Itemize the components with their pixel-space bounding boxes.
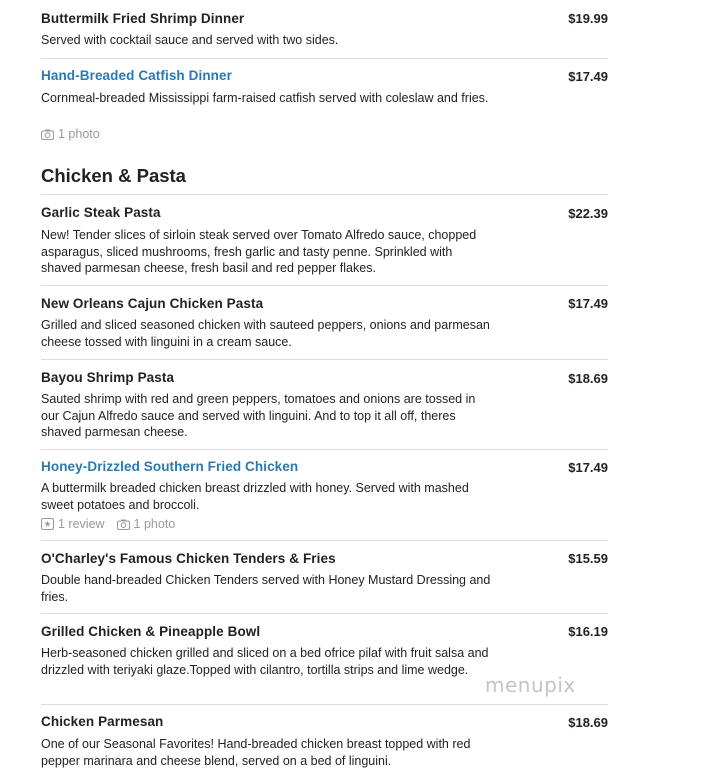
- item-description: Herb-seasoned chicken grilled and sliced on a bed ofrice pilaf with fruit salsa and drizzled with teriyaki glaze.Topped with cilantro, tortilla strips and lime wedge.: [41, 646, 489, 677]
- item-price: $16.19: [568, 624, 608, 639]
- photos-link[interactable]: [117, 517, 176, 531]
- menu-item: [41, 195, 608, 286]
- photos-count: 1 photo: [58, 127, 100, 141]
- menu-item: [41, 450, 608, 541]
- section-title: Chicken & Pasta: [41, 165, 186, 186]
- item-name: Grilled Chicken & Pineapple Bowl: [41, 624, 261, 639]
- item-name: New Orleans Cajun Chicken Pasta: [41, 296, 264, 311]
- item-name: Bayou Shrimp Pasta: [41, 370, 175, 385]
- camera-icon: [41, 129, 54, 140]
- menu-item: [41, 541, 608, 614]
- item-description: One of our Seasonal Favorites! Hand-breaded chicken breast topped with red pepper marinara and cheese blend, served on a bed of linguini.: [41, 737, 471, 768]
- item-name: O'Charley's Famous Chicken Tenders & Fries: [41, 551, 336, 566]
- item-description: New! Tender slices of sirloin steak served over Tomato Alfredo sauce, chopped asparagus, sliced mushrooms, fresh garlic and tasty penne. Sprinkled with shaved parmesan cheese, fresh basil and red pepper flakes.: [41, 228, 477, 275]
- item-price: $17.49: [568, 296, 608, 311]
- item-price: $17.49: [568, 460, 608, 475]
- item-name-link[interactable]: Honey-Drizzled Southern Fried Chicken: [41, 459, 299, 474]
- item-meta: [41, 127, 100, 141]
- section-header: [41, 155, 608, 195]
- camera-icon: [117, 519, 130, 530]
- photos-link[interactable]: [41, 127, 100, 141]
- item-price: $18.69: [568, 715, 608, 730]
- menu-item: [41, 59, 608, 155]
- item-description: Cornmeal-breaded Mississippi farm-raised catfish served with coleslaw and fries.: [41, 91, 489, 105]
- item-price: $17.49: [568, 69, 608, 84]
- reviews-link[interactable]: [41, 517, 105, 531]
- photos-count: 1 photo: [133, 517, 176, 531]
- item-description: A buttermilk breaded chicken breast drizzled with honey. Served with mashed sweet potatoes and broccoli.: [41, 481, 469, 512]
- item-price: $22.39: [568, 206, 608, 221]
- item-price: $18.69: [568, 371, 608, 386]
- menu-item: [41, 705, 608, 775]
- item-name-link[interactable]: Hand-Breaded Catfish Dinner: [41, 68, 232, 83]
- reviews-count: 1 review: [58, 517, 105, 531]
- menupix-watermark: menupix: [485, 673, 576, 697]
- menu-item: [41, 360, 608, 450]
- item-price: $19.99: [568, 11, 608, 26]
- item-description: Sauted shrimp with red and green peppers, tomatoes and onions are tossed in our Cajun Alfredo sauce and served with linguini. And to top it all off, theres shaved parmesan cheese.: [41, 392, 476, 439]
- item-name: Chicken Parmesan: [41, 714, 164, 729]
- menu-item: [41, 0, 608, 59]
- item-description: Grilled and sliced seasoned chicken with sauteed peppers, onions and parmesan cheese tossed with linguini in a cream sauce.: [41, 318, 490, 349]
- item-price: $15.59: [568, 551, 608, 566]
- menu-list: [41, 0, 608, 775]
- item-description: Served with cocktail sauce and served with two sides.: [41, 33, 339, 47]
- item-name: Buttermilk Fried Shrimp Dinner: [41, 11, 245, 26]
- menu-item: [41, 286, 608, 360]
- item-name: Garlic Steak Pasta: [41, 205, 161, 220]
- item-description: Double hand-breaded Chicken Tenders served with Honey Mustard Dressing and fries.: [41, 573, 491, 604]
- item-meta: [41, 517, 175, 531]
- review-icon: [41, 518, 54, 530]
